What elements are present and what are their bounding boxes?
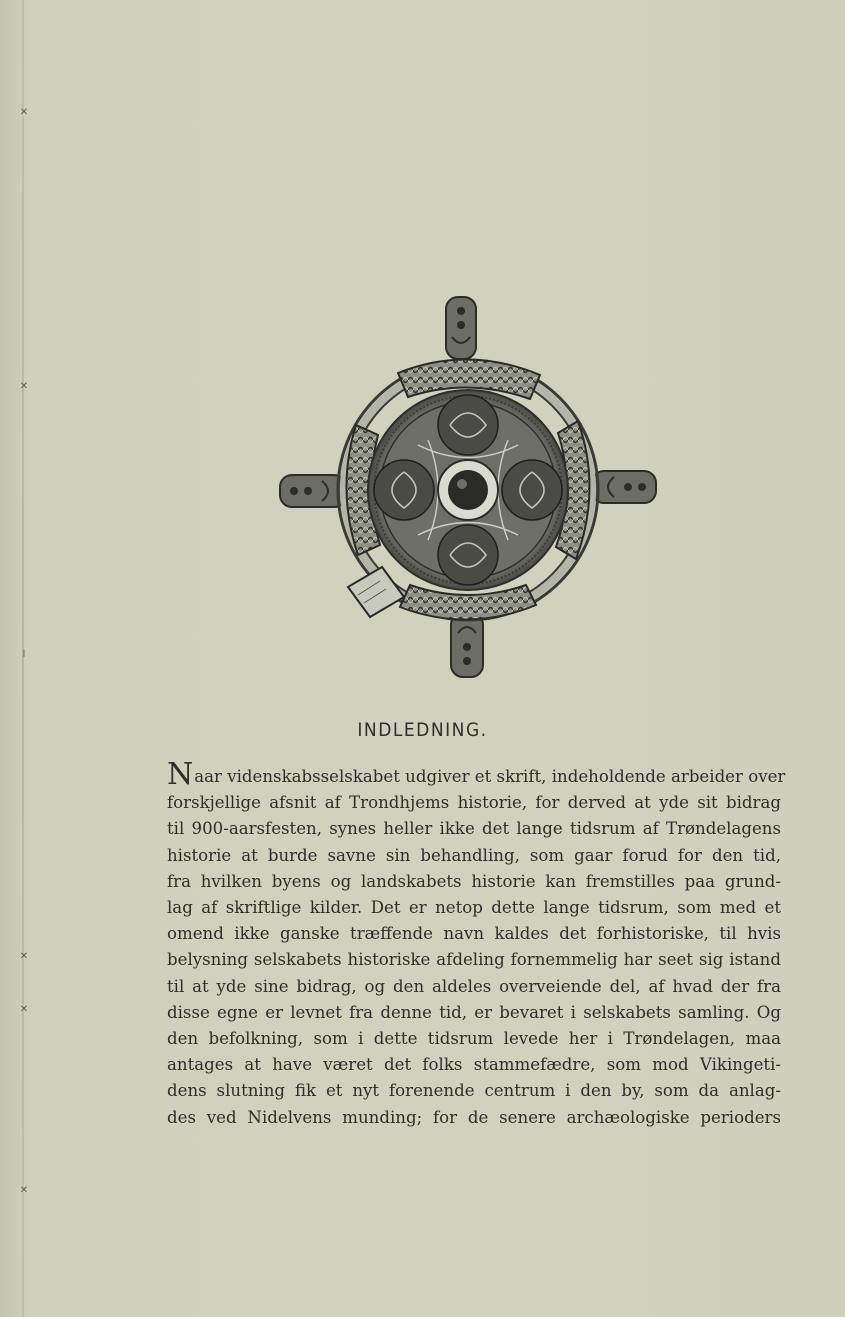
text-line-content: omend ikke ganske træffende navn kaldes det forhistoriske, til hvis: [167, 924, 781, 944]
binding-stitch: ǀ: [22, 649, 26, 660]
text-line: [167, 790, 781, 816]
text-line: [167, 1000, 781, 1026]
text-line-content: antages at have været det folks stammefædre, som mod Vikingeti-: [167, 1055, 781, 1075]
binding-stitch: ✕: [19, 951, 29, 962]
brooch-illustration: [278, 295, 658, 681]
text-line: [167, 757, 786, 792]
brooch-arm-right: [592, 471, 656, 503]
text-line: [167, 869, 781, 895]
text-line: [167, 1078, 781, 1104]
text-line: [167, 816, 781, 842]
text-line-content: lag af skriftlige kilder. Det er netop dette lange tidsrum, som med et: [167, 898, 781, 918]
text-line-content: disse egne er levnet fra denne tid, er bevaret i selskabets samling. Og: [167, 1002, 781, 1022]
brooch-arm-bottom: [451, 613, 483, 677]
binding-stitch: ✕: [19, 107, 29, 118]
body-paragraph: [167, 757, 786, 1131]
text-line-content: belysning selskabets historiske afdeling fornemmelig har seet sig istand: [167, 950, 781, 970]
text-line-content: den befolkning, som i dette tidsrum levede her i Trøndelagen, maa: [167, 1029, 781, 1049]
text-line-content: fra hvilken byens og landskabets historie kan fremstilles paa grund-: [167, 871, 781, 891]
text-line-content: forskjellige afsnit af Trondhjems historie, for derved at yde sit bidrag: [167, 793, 781, 813]
brooch-arm-left: [280, 475, 346, 507]
text-line: [167, 1052, 781, 1078]
text-line: [167, 843, 781, 869]
drop-cap: N: [167, 757, 194, 792]
text-line-content: historie at burde savne sin behandling, som gaar forud for den tid,: [167, 845, 781, 865]
brooch-arm-top: [446, 297, 476, 359]
binding-stitch: ✕: [19, 381, 29, 392]
text-line-content: des ved Nidelvens munding; for de senere archæologiske perioders: [167, 1107, 781, 1127]
text-line: [167, 1105, 781, 1131]
text-line: [167, 1026, 781, 1052]
text-line-content: dens slutning fik et nyt forenende centrum i den by, som da anlag-: [167, 1081, 781, 1101]
text-line: [167, 895, 781, 921]
binding-stitch: ✕: [19, 1004, 29, 1015]
binding-stitch: ✕: [19, 1185, 29, 1196]
chapter-heading: INDLEDNING.: [357, 719, 488, 741]
text-line-content: aar videnskabsselskabet udgiver et skrift, indeholdende arbeider over: [194, 767, 786, 786]
text-line: [167, 974, 781, 1000]
text-line: [167, 947, 781, 973]
brooch-pin-stub: [348, 567, 404, 617]
text-line-content: til 900-aarsfesten, synes heller ikke det lange tidsrum af Trøndelagens: [167, 819, 781, 839]
text-line: [167, 921, 781, 947]
text-line-content: til at yde sine bidrag, og den aldeles overveiende del, af hvad der fra: [167, 976, 781, 996]
